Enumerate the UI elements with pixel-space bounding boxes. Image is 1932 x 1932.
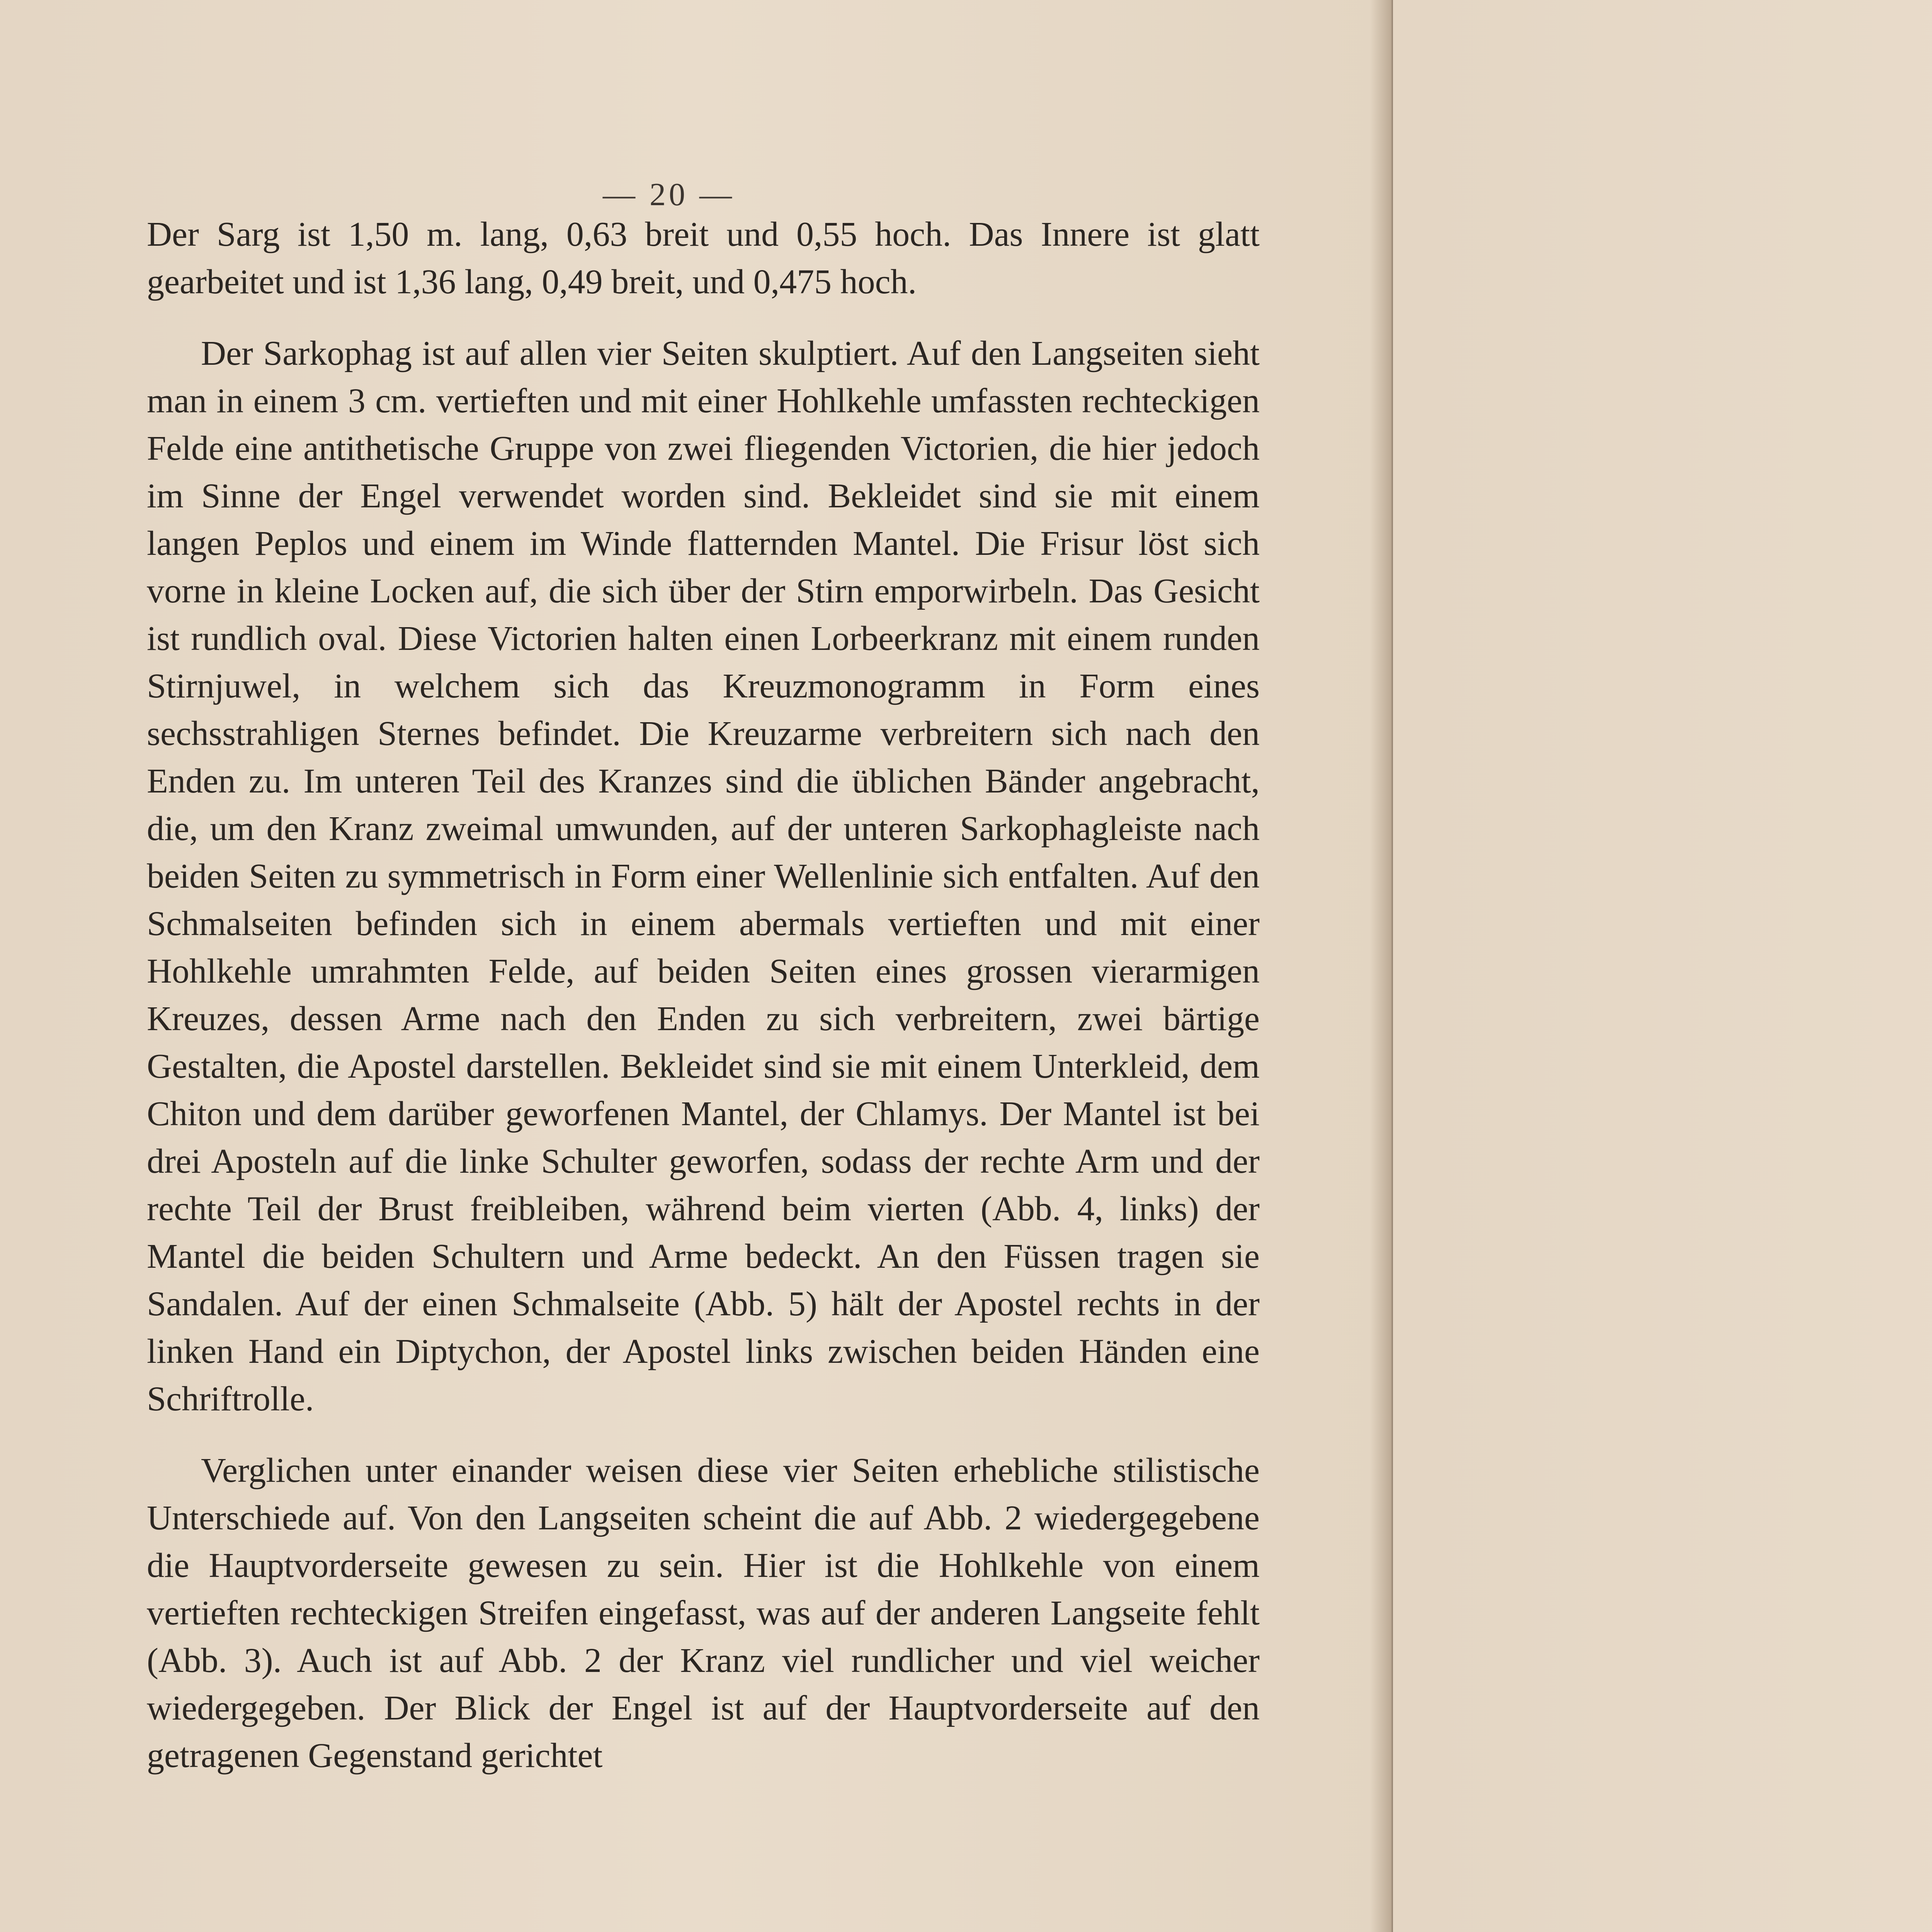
paragraph: Der Sarg ist 1,50 m. lang, 0,63 breit und 0,55 hoch. Das Innere ist glatt gearbeitet und ist 1,36 lang, 0,49 breit, und 0,475 hoch. (147, 215, 1260, 301)
paragraph: Verglichen unter einander weisen diese vier Seiten erhebliche stilistische Unterschiede auf. Von den Langseiten scheint die auf Abb. 2 wiedergegebene die Hauptvorderseite gewesen zu sein. Hier ist die Hohlkehle von einem vertieften rechteckigen Streifen eingefasst, was auf der anderen Langseite fehlt (Abb. 3). Auch ist auf Abb. 2 der Kranz viel rundlicher und viel weicher wiedergegeben. Der Blick der Engel ist auf der Hauptvorderseite auf den getragenen Gegenstand gerichtet (147, 1451, 1260, 1775)
right-page (1393, 0, 1932, 1932)
page-number: — 20 — (603, 177, 735, 213)
paragraph: Der Sarkophag ist auf allen vier Seiten skulptiert. Auf den Langseiten sieht man in einem 3 cm. vertieften und mit einer Hohlkehle umfassten rechteckigen Felde eine antithetische Gruppe von zwei fliegenden Victorien, die hier jedoch im Sinne der Engel verwendet worden sind. Bekleidet sind sie mit einem langen Peplos und einem im Winde flatternden Mantel. Die Frisur löst sich vorne in kleine Locken auf, die sich über der Stirn emporwirbeln. Das Gesicht ist rundlich oval. Diese Victorien halten einen Lorbeerkranz mit einem runden Stirnjuwel, in welchem sich das Kreuzmonogramm in Form eines sechsstrahligen Sternes befindet. Die Kreuzarme verbreitern sich nach den Enden zu. Im unteren Teil des Kranzes sind die üblichen Bänder angebracht, die, um den Kranz zweimal umwunden, auf der unteren Sarkophagleiste nach beiden Seiten zu symmetrisch in Form einer Wellenlinie sich entfalten. Auf den Schmalseiten befinden sich in einem abermals vertieften und mit einer Hohlkehle umrahmten Felde, auf beiden Seiten eines grossen vierarmigen Kreuzes, dessen Arme nach den Enden zu sich verbreitern, zwei bärtige Gestalten, die Apostel darstellen. Bekleidet sind sie mit einem Unterkleid, dem Chiton und dem darüber geworfenen Mantel, der Chlamys. Der Mantel ist bei drei Aposteln auf die linke Schulter geworfen, sodass der rechte Arm und der rechte Teil der Brust freibleiben, während beim vierten (Abb. 4, links) der Mantel die beiden Schultern und Arme bedeckt. An den Füssen tragen sie Sandalen. Auf der einen Schmalseite (Abb. 5) hält der Apostel rechts in der linken Hand ein Diptychon, der Apostel links zwischen beiden Händen eine Schriftrolle. (147, 334, 1260, 1418)
page-body (147, 211, 1260, 1779)
